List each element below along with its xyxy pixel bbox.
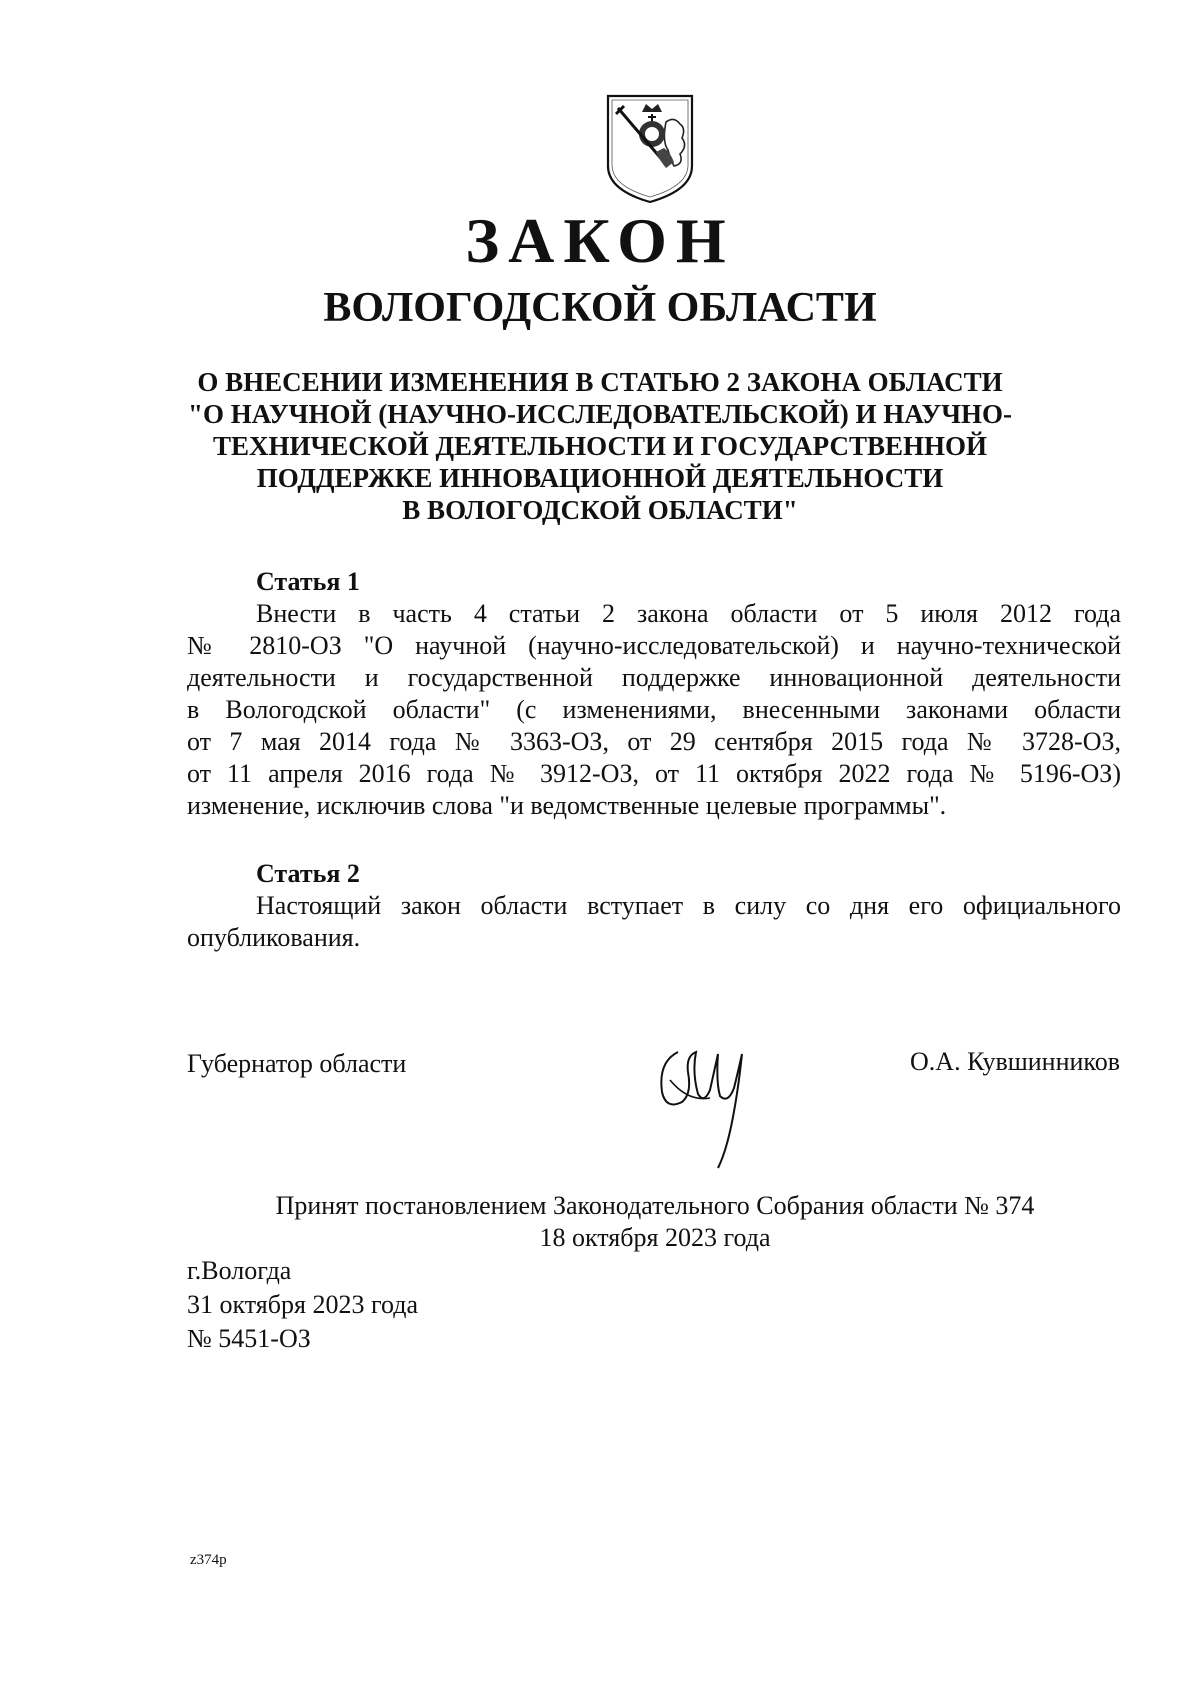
subject-line: "О НАУЧНОЙ (НАУЧНО-ИССЛЕДОВАТЕЛЬСКОЙ) И НАУЧНО- [187, 399, 1013, 429]
article-2-line: опубликования. [187, 923, 361, 952]
law-title: ЗАКОН [465, 205, 735, 276]
subject-line: О ВНЕСЕНИИ ИЗМЕНЕНИЯ В СТАТЬЮ 2 ЗАКОНА ОБЛАСТИ [197, 367, 1003, 397]
article-2-heading: Статья 2 [256, 859, 360, 888]
document-code: z374p [190, 1552, 227, 1568]
subject-line: ПОДДЕРЖКЕ ИННОВАЦИОННОЙ ДЕЯТЕЛЬНОСТИ [256, 463, 944, 493]
article-2-text [187, 890, 1121, 954]
subject-line: В ВОЛОГОДСКОЙ ОБЛАСТИ" [402, 495, 798, 525]
coat-of-arms-icon [604, 92, 696, 204]
article-1-line: Внести в часть 4 статьи 2 закона области от 5 июля 2012 года [256, 599, 1121, 628]
law-number: № 5451-ОЗ [187, 1324, 311, 1353]
article-1-line: изменение, исключив слова "и ведомственные целевые программы". [187, 791, 947, 820]
article-1-line: № 2810-ОЗ "О научной (научно-исследовательской) и научно-технической [187, 631, 1121, 660]
handwritten-signature [648, 1032, 758, 1172]
subject-line: ТЕХНИЧЕСКОЙ ДЕЯТЕЛЬНОСТИ И ГОСУДАРСТВЕННОЙ [212, 431, 988, 461]
article-1-line: от 11 апреля 2016 года № 3912-ОЗ, от 11 октября 2022 года № 5196-ОЗ) [187, 759, 1121, 788]
place-date-number [187, 1254, 418, 1356]
signatory-position: Губернатор области [187, 1049, 407, 1078]
region-title: ВОЛОГОДСКОЙ ОБЛАСТИ [323, 285, 877, 331]
article-1-line: от 7 мая 2014 года № 3363-ОЗ, от 29 сентября 2015 года № 3728-ОЗ, [187, 727, 1121, 756]
article-1-line: в Вологодской области" (с изменениями, внесенными законами области [187, 695, 1121, 724]
article-1-text [187, 598, 1121, 822]
city: г.Вологда [187, 1256, 292, 1285]
coat-of-arms-emblem [604, 92, 696, 204]
signatory-name: О.А. Кувшинников [910, 1047, 1120, 1076]
law-subject-heading [150, 366, 1050, 526]
adoption-info [0, 1190, 1200, 1254]
adoption-line: Принят постановлением Законодательного Собрания области № 374 [275, 1191, 1035, 1220]
adoption-date: 18 октября 2023 года [539, 1223, 771, 1252]
article-2-line: Настоящий закон области вступает в силу со дня его официального [256, 891, 1121, 920]
article-1-line: деятельности и государственной поддержке инновационной деятельности [187, 663, 1121, 692]
law-date: 31 октября 2023 года [187, 1290, 418, 1319]
article-1-heading: Статья 1 [256, 567, 360, 596]
